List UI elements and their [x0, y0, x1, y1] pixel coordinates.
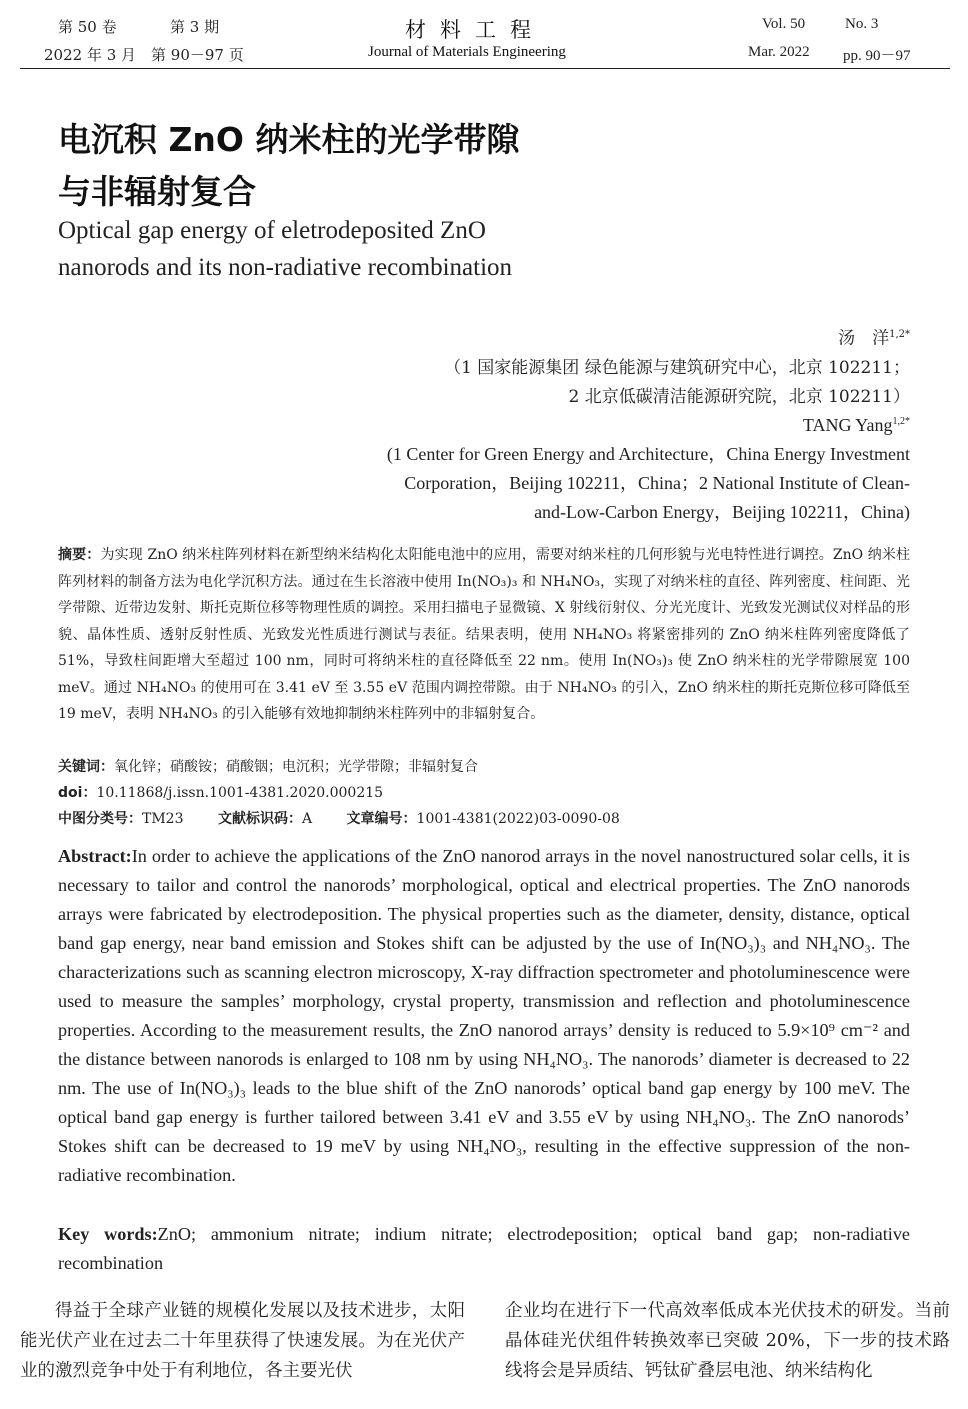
keywords-cn-text: 氧化锌；硝酸铵；硝酸铟；电沉积；光学带隙；非辐射复合: [114, 759, 478, 775]
abstract-cn-label: 摘要：: [58, 547, 101, 563]
author-sup-en: 1,2*: [892, 416, 910, 427]
doc-code-value: A: [301, 811, 313, 827]
header-volume-cn: 第 50 卷: [58, 18, 117, 36]
doi-label: doi：: [58, 785, 97, 801]
author-sup-cn: 1,2*: [889, 329, 910, 340]
header-issue-cn: 第 3 期: [170, 18, 220, 36]
title-en: [58, 212, 858, 286]
abstract-en-label: Abstract:: [58, 846, 132, 866]
header-date-en: Mar. 2022: [748, 44, 810, 60]
clc-value: TM23: [142, 811, 184, 827]
title-en-line-2: nanorods and its non-radiative recombination: [58, 254, 513, 281]
body-column-left: 得益于全球产业链的规模化发展以及技术进步，太阳能光伏产业在过去二十年里获得了快速发展。为在光伏产业的激烈竞争中处于有利地位，各主要光伏: [20, 1301, 465, 1381]
author-name-cn-text: 汤 洋: [838, 328, 890, 349]
author-name-cn: [50, 320, 910, 354]
title-cn-line-1: 电沉积 ZnO 纳米柱的光学带隙: [58, 120, 520, 159]
keywords-cn: [58, 754, 478, 780]
title-cn-line-2: 与非辐射复合: [58, 172, 256, 211]
title-cn: [58, 114, 758, 218]
classification-line: [58, 806, 620, 832]
affiliation-cn-2: 2 北京低碳清洁能源研究院，北京 102211）: [568, 386, 910, 407]
clc-label: 中图分类号：: [58, 811, 142, 827]
author-block-en: [50, 407, 910, 527]
affiliation-en-3: and-Low-Carbon Energy，Beijing 102211，China): [534, 502, 910, 522]
doi-line: [58, 780, 383, 806]
header-pages-en: pp. 90－97: [843, 48, 911, 64]
author-name-en-text: TANG Yang: [802, 415, 893, 435]
doc-code-label: 文献标识码：: [217, 811, 302, 827]
journal-title-cn: 材料工程: [405, 18, 545, 42]
keywords-en-label: Key words:: [58, 1224, 158, 1244]
header-rule: [20, 68, 950, 69]
header-date-pages-cn: 2022 年 3 月 第 90－97 页: [44, 46, 244, 64]
body-column-right: 企业均在进行下一代高效率低成本光伏技术的研发。当前晶体硅光伏组件转换效率已突破 20%，下一步的技术路线将会是异质结、钙钛矿叠层电池、纳米结构化: [505, 1301, 950, 1381]
keywords-en: [58, 1220, 910, 1278]
abstract-cn-text: 为实现 ZnO 纳米柱阵列材料在新型纳米结构化太阳能电池中的应用，需要对纳米柱的几何形貌与光电特性进行调控。ZnO 纳米柱阵列材料的制备方法为电化学沉积方法。通过在生长溶液中使用 In(NO₃)₃ 和 NH₄NO₃，实现了对纳米柱的直径、阵列密度、柱间距、光学带隙、近带边发射、斯托克斯位移等物理性质的调控。采用扫描电子显微镜、X 射线衍射仪、分光光度计、光致发光测试仪对样品的形貌、晶体性质、透射反射性质、光致发光性质进行测试与表征。结果表明，使用 NH₄NO₃ 将紧密排列的 ZnO 纳米柱阵列密度降低了 51%，导致柱间距增大至超过 100 nm，同时可将纳米柱的直径降低至 22 nm。使用 In(NO₃)₃ 使 ZnO 纳米柱的光学带隙展宽 100 meV。通过 NH₄NO₃ 的使用可在 3.41 eV 至 3.55 eV 范围内调控带隙。由于 NH₄NO₃ 的引入，ZnO 纳米柱的斯托克斯位移可降低至 19 meV，表明 NH₄NO₃ 的引入能够有效地抑制纳米柱阵列中的非辐射复合。: [58, 547, 910, 722]
abstract-en: [58, 842, 910, 1190]
author-block-cn: [50, 320, 910, 412]
author-name-en: [50, 407, 910, 440]
abstract-en-text: In order to achieve the applications of the ZnO nanorod arrays in the novel nanostructured solar cells, it is necessary to tailor and control the nanorods’ morphological, optical and electrical properties. The ZnO nanorods arrays were fabricated by electrodeposition. The physical properties such as the diameter, density, distance, optical band gap energy, near band emission and Stokes shift can be adjusted by the use of In(NO₃)₃ and NH₄NO₃. The characterizations such as scanning electron microscopy, X-ray diffraction spectrometer and photoluminescence were used to measure the samples’ morphology, crystal property, transmission and reflection and photoluminescence properties. According to the measurement results, the ZnO nanorod arrays’ density is reduced to 5.9×10⁹ cm⁻² and the distance between nanorods is enlarged to 108 nm by using NH₄NO₃. The nanorods’ diameter is decreased to 22 nm. The use of In(NO₃)₃ leads to the blue shift of the ZnO nanorods’ optical band gap energy by 100 meV. The optical band gap energy is further tailored between 3.41 eV and 3.55 eV by using NH₄NO₃. The ZnO nanorods’ Stokes shift can be decreased to 19 meV by using NH₄NO₃, resulting in the effective suppression of the non-radiative recombination.: [58, 846, 910, 1185]
affiliation-en-2: Corporation，Beijing 102211，China；2 National Institute of Clean-: [404, 473, 910, 493]
doi-value: 10.11868/j.issn.1001-4381.2020.000215: [96, 785, 384, 801]
article-no-label: 文章编号：: [346, 811, 417, 827]
affiliation-cn-1: （1 国家能源集团 绿色能源与建筑研究中心，北京 102211；: [444, 357, 910, 378]
article-no-value: 1001-4381(2022)03-0090-08: [416, 811, 620, 827]
title-en-line-1: Optical gap energy of eletrodeposited ZnO: [58, 217, 486, 244]
journal-title-en: Journal of Materials Engineering: [368, 44, 566, 60]
header-volume-en: Vol. 50: [762, 16, 806, 32]
keywords-cn-label: 关键词：: [58, 759, 114, 775]
keywords-en-text: ZnO; ammonium nitrate; indium nitrate; electrodeposition; optical band gap; non-radiative recombination: [58, 1224, 910, 1273]
affiliation-en-1: (1 Center for Green Energy and Architecture，China Energy Investment: [386, 444, 910, 464]
abstract-cn: [58, 542, 910, 728]
header-issue-en: No. 3: [845, 16, 879, 32]
